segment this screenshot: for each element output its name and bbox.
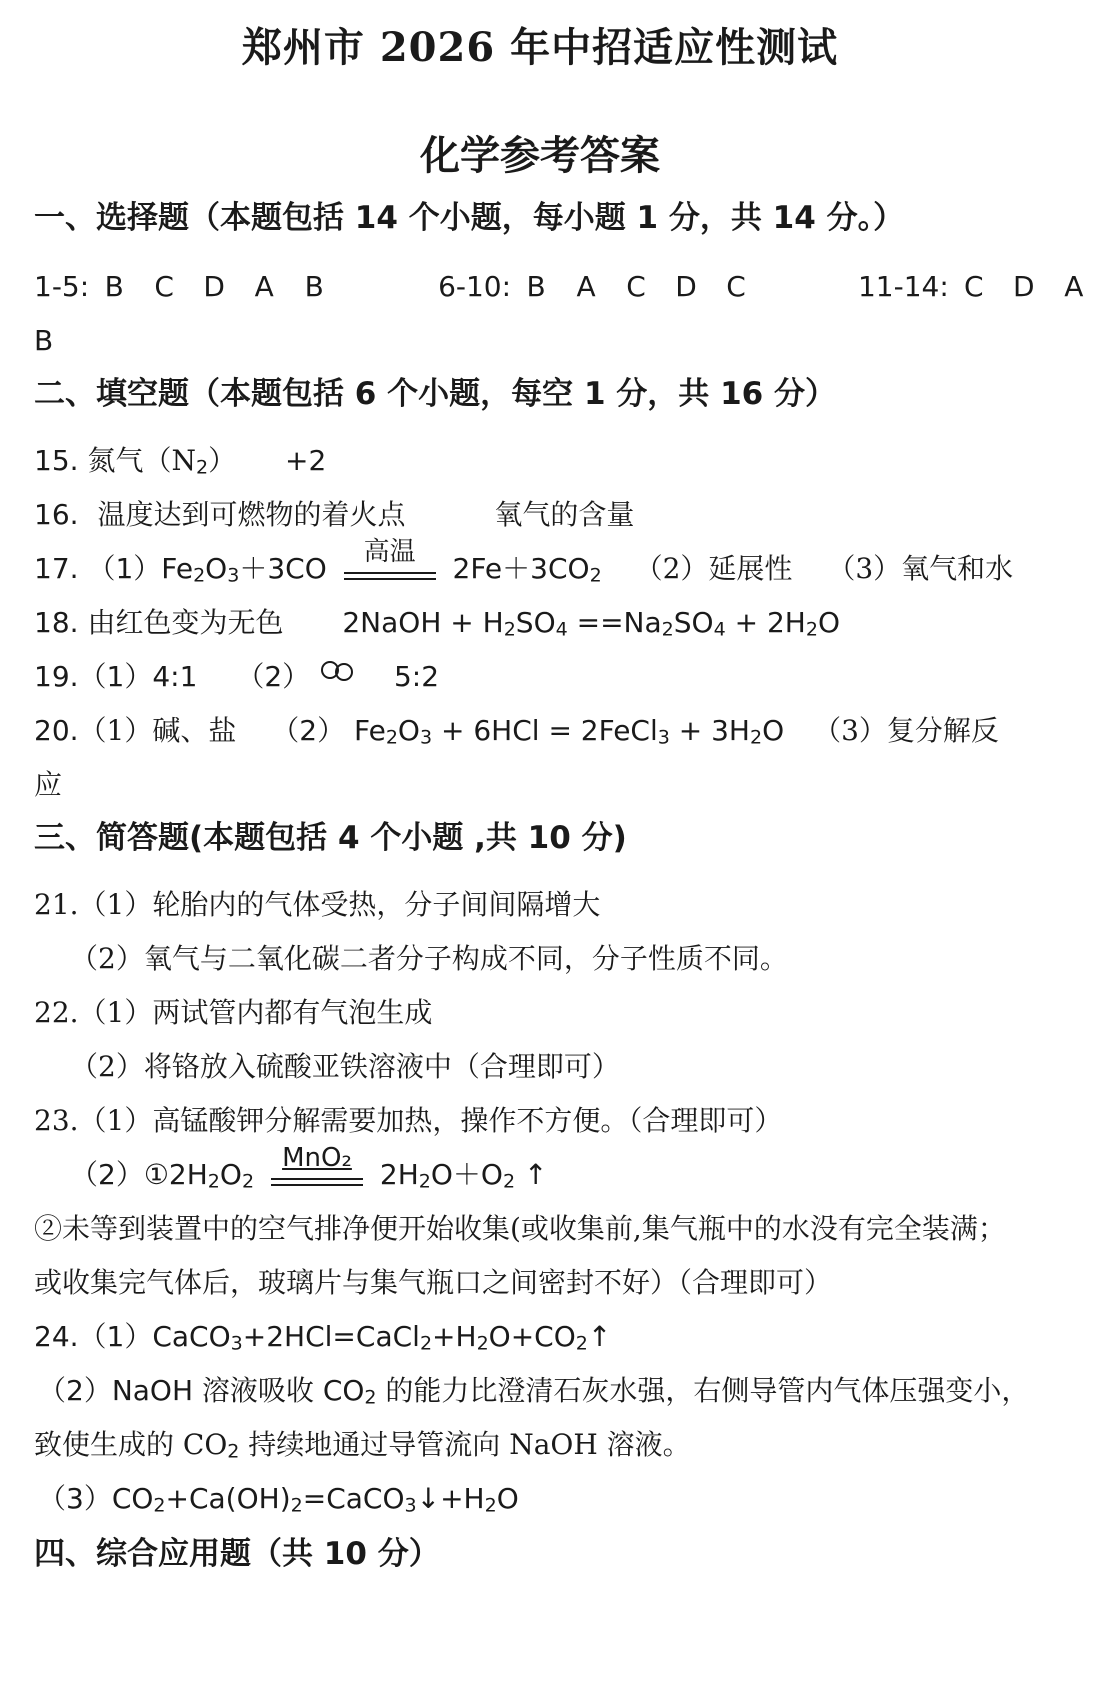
answer-q23-line3: ②未等到装置中的空气排净便开始收集(或收集前,集气瓶中的水没有完全装满； xyxy=(34,1212,1006,1245)
equation-text: O xyxy=(496,1482,519,1515)
answer-q24-line4 xyxy=(38,1480,519,1518)
subscript: 2 xyxy=(195,456,209,479)
equation-text: SO xyxy=(673,606,714,639)
mcq-group-label: 11-14: xyxy=(857,270,949,303)
equation-text: =CaCO xyxy=(302,1482,405,1515)
answer-text: 氮气（N xyxy=(87,444,196,477)
answer-q22-line1: 22.（1）两试管内都有气泡生成 xyxy=(34,996,433,1029)
answer-text: +2 xyxy=(284,444,327,477)
mcq-answer-wrap: B xyxy=(34,324,54,357)
page-title: 郑州市 2026 年中招适应性测试 xyxy=(241,24,839,71)
equation-text: 2H xyxy=(379,1158,419,1191)
subscript: 3 xyxy=(230,1332,243,1355)
equation-text: +2HCl=CaCl xyxy=(242,1320,420,1353)
question-number: 16. xyxy=(34,498,79,531)
question-number: 17. xyxy=(34,552,79,585)
mcq-answers xyxy=(34,268,1099,306)
subscript: 2 xyxy=(290,1494,303,1517)
equation-text: 2Fe＋3CO xyxy=(452,552,590,585)
equation-text: + 3H xyxy=(669,714,750,747)
answer-text: 的能力比澄清石灰水强，右侧导管内气体压强变小， xyxy=(376,1374,1030,1407)
subscript: 2 xyxy=(503,618,516,641)
subscript: 2 xyxy=(589,564,602,587)
answer-q21-line1: 21.（1）轮胎内的气体受热，分子间间隔增大 xyxy=(34,888,601,921)
subscript: 2 xyxy=(575,1332,588,1355)
equation-text: 24.（1）CaCO xyxy=(34,1320,231,1353)
subscript: 2 xyxy=(193,564,206,587)
answer-text: 温度达到可燃物的着火点 xyxy=(97,498,406,531)
subscript: 2 xyxy=(805,618,818,641)
answer-q19 xyxy=(34,658,439,696)
equation-text: ↓+H xyxy=(416,1482,485,1515)
mcq-answer: B xyxy=(304,270,324,303)
mcq-answer: A xyxy=(254,270,274,303)
page-subtitle: 化学参考答案 xyxy=(420,132,660,179)
subscript: 2 xyxy=(153,1494,166,1517)
mcq-answer: A xyxy=(1064,270,1084,303)
equation-text: Fe xyxy=(354,714,386,747)
mcq-answer: D xyxy=(203,270,225,303)
subscript: 2 xyxy=(241,1170,255,1193)
equation-text: （2）①2H xyxy=(70,1158,208,1191)
mcq-answer: A xyxy=(576,270,596,303)
equation-text: （3）CO xyxy=(38,1482,154,1515)
answer-q18 xyxy=(34,604,840,642)
equation-text: 2NaOH + H xyxy=(342,606,504,639)
subscript: 2 xyxy=(207,1170,220,1193)
equation-text: ==Na xyxy=(567,606,662,639)
mcq-answer: B xyxy=(526,270,546,303)
molecule-icon xyxy=(319,658,355,688)
subscript: 3 xyxy=(404,1494,417,1517)
subscript: 2 xyxy=(418,1170,431,1193)
answer-text: （1）碱、盐 xyxy=(78,714,237,747)
mcq-group-2 xyxy=(438,268,761,306)
section-heading-choice: 一、选择题（本题包括 14 个小题，每小题 1 分，共 14 分。） xyxy=(34,200,905,236)
mcq-group-3 xyxy=(858,268,1099,306)
condition-label: 高温 xyxy=(363,537,416,567)
answer-q23-line1: 23.（1）高锰酸钾分解需要加热，操作不方便。（合理即可） xyxy=(34,1104,783,1137)
answer-q24-line1 xyxy=(34,1318,611,1356)
answer-text: （2）延展性 xyxy=(634,552,793,585)
answer-text: （1）4:1 xyxy=(78,660,198,693)
equation-text: O xyxy=(762,714,785,747)
mcq-answer: D xyxy=(1012,270,1035,303)
equation-text: ↑ xyxy=(515,1158,548,1191)
answer-q20 xyxy=(34,712,999,750)
subscript: 4 xyxy=(555,618,568,641)
subscript: 2 xyxy=(419,1332,433,1355)
answer-q16 xyxy=(34,496,634,534)
subscript: 2 xyxy=(502,1170,516,1193)
mcq-answer: C xyxy=(626,270,646,303)
question-number: 18. xyxy=(34,606,79,639)
answer-text: 致使生成的 CO xyxy=(34,1428,228,1461)
mcq-answer: C xyxy=(154,270,174,303)
answer-text: ） xyxy=(208,444,237,477)
answer-q17 xyxy=(34,537,1014,588)
mcq-answer: B xyxy=(104,270,124,303)
equation-text: +Ca(OH) xyxy=(165,1482,291,1515)
equation-text: + 6HCl = 2FeCl xyxy=(432,714,658,747)
subscript: 2 xyxy=(385,726,398,749)
equation-text: O xyxy=(205,552,228,585)
equation-text: O xyxy=(817,606,840,639)
equation-text: O+CO xyxy=(488,1320,576,1353)
subscript: 3 xyxy=(227,564,240,587)
reaction-condition xyxy=(271,1143,363,1188)
equation-text: O＋O xyxy=(430,1158,503,1191)
answer-text: 氧气的含量 xyxy=(494,498,635,531)
subscript: 2 xyxy=(476,1332,489,1355)
answer-text: （3）氧气和水 xyxy=(827,552,1014,585)
answer-text: 5:2 xyxy=(393,660,440,693)
answer-q20-wrap: 应 xyxy=(34,768,63,801)
equation-text: ↑ xyxy=(587,1320,612,1353)
section-heading-short: 三、简答题(本题包括 4 个小题 ,共 10 分) xyxy=(34,820,627,856)
section-heading-comprehensive: 四、综合应用题（共 10 分） xyxy=(34,1536,440,1572)
mcq-group-1 xyxy=(34,268,339,306)
answer-text: （3）复分解反 xyxy=(813,714,999,747)
question-number: 20. xyxy=(34,714,79,747)
subscript: 3 xyxy=(657,726,670,749)
answer-q21-line2: （2）氧气与二氧化碳二者分子构成不同，分子性质不同。 xyxy=(70,942,788,975)
answer-q22-line2: （2）将铬放入硫酸亚铁溶液中（合理即可） xyxy=(70,1050,620,1083)
subscript: 2 xyxy=(364,1386,377,1409)
subscript: 2 xyxy=(484,1494,497,1517)
subscript: 2 xyxy=(227,1440,240,1463)
condition-label: MnO₂ xyxy=(282,1143,352,1173)
subscript: 4 xyxy=(713,618,726,641)
reaction-condition xyxy=(344,537,436,582)
equation-text: + 2H xyxy=(725,606,806,639)
answer-text: 由红色变为无色 xyxy=(87,606,284,639)
subscript: 2 xyxy=(661,618,674,641)
mcq-group-label: 6-10: xyxy=(438,270,512,303)
answer-q23-equation xyxy=(70,1143,548,1194)
mcq-group-label: 1-5: xyxy=(34,270,90,303)
equation-text: SO xyxy=(515,606,556,639)
answer-text: （2）NaOH 溶液吸收 CO xyxy=(38,1374,365,1407)
equation-text: O xyxy=(219,1158,242,1191)
answer-q15 xyxy=(34,442,326,480)
section-heading-fill: 二、填空题（本题包括 6 个小题，每空 1 分，共 16 分） xyxy=(34,376,837,412)
question-number: 19. xyxy=(34,660,79,693)
answer-q23-line4: 或收集完气体后，玻璃片与集气瓶口之间密封不好）（合理即可） xyxy=(34,1266,833,1299)
answer-text: 持续地通过导管流向 NaOH 溶液。 xyxy=(239,1428,691,1461)
mcq-answer: D xyxy=(675,270,697,303)
mcq-answer: C xyxy=(726,270,746,303)
mcq-answer: C xyxy=(963,270,984,303)
answer-q24-line2 xyxy=(38,1372,1029,1410)
question-number: 15. xyxy=(34,444,79,477)
answer-text: （2） xyxy=(271,714,346,747)
answer-text: （2） xyxy=(236,660,311,693)
equation-text: O xyxy=(397,714,420,747)
equation-text: ＋3CO xyxy=(239,552,327,585)
subscript: 3 xyxy=(419,726,433,749)
subscript: 2 xyxy=(750,726,763,749)
answer-q24-line3 xyxy=(34,1426,691,1464)
equation-text: （1）Fe xyxy=(87,552,194,585)
equation-text: +H xyxy=(432,1320,477,1353)
